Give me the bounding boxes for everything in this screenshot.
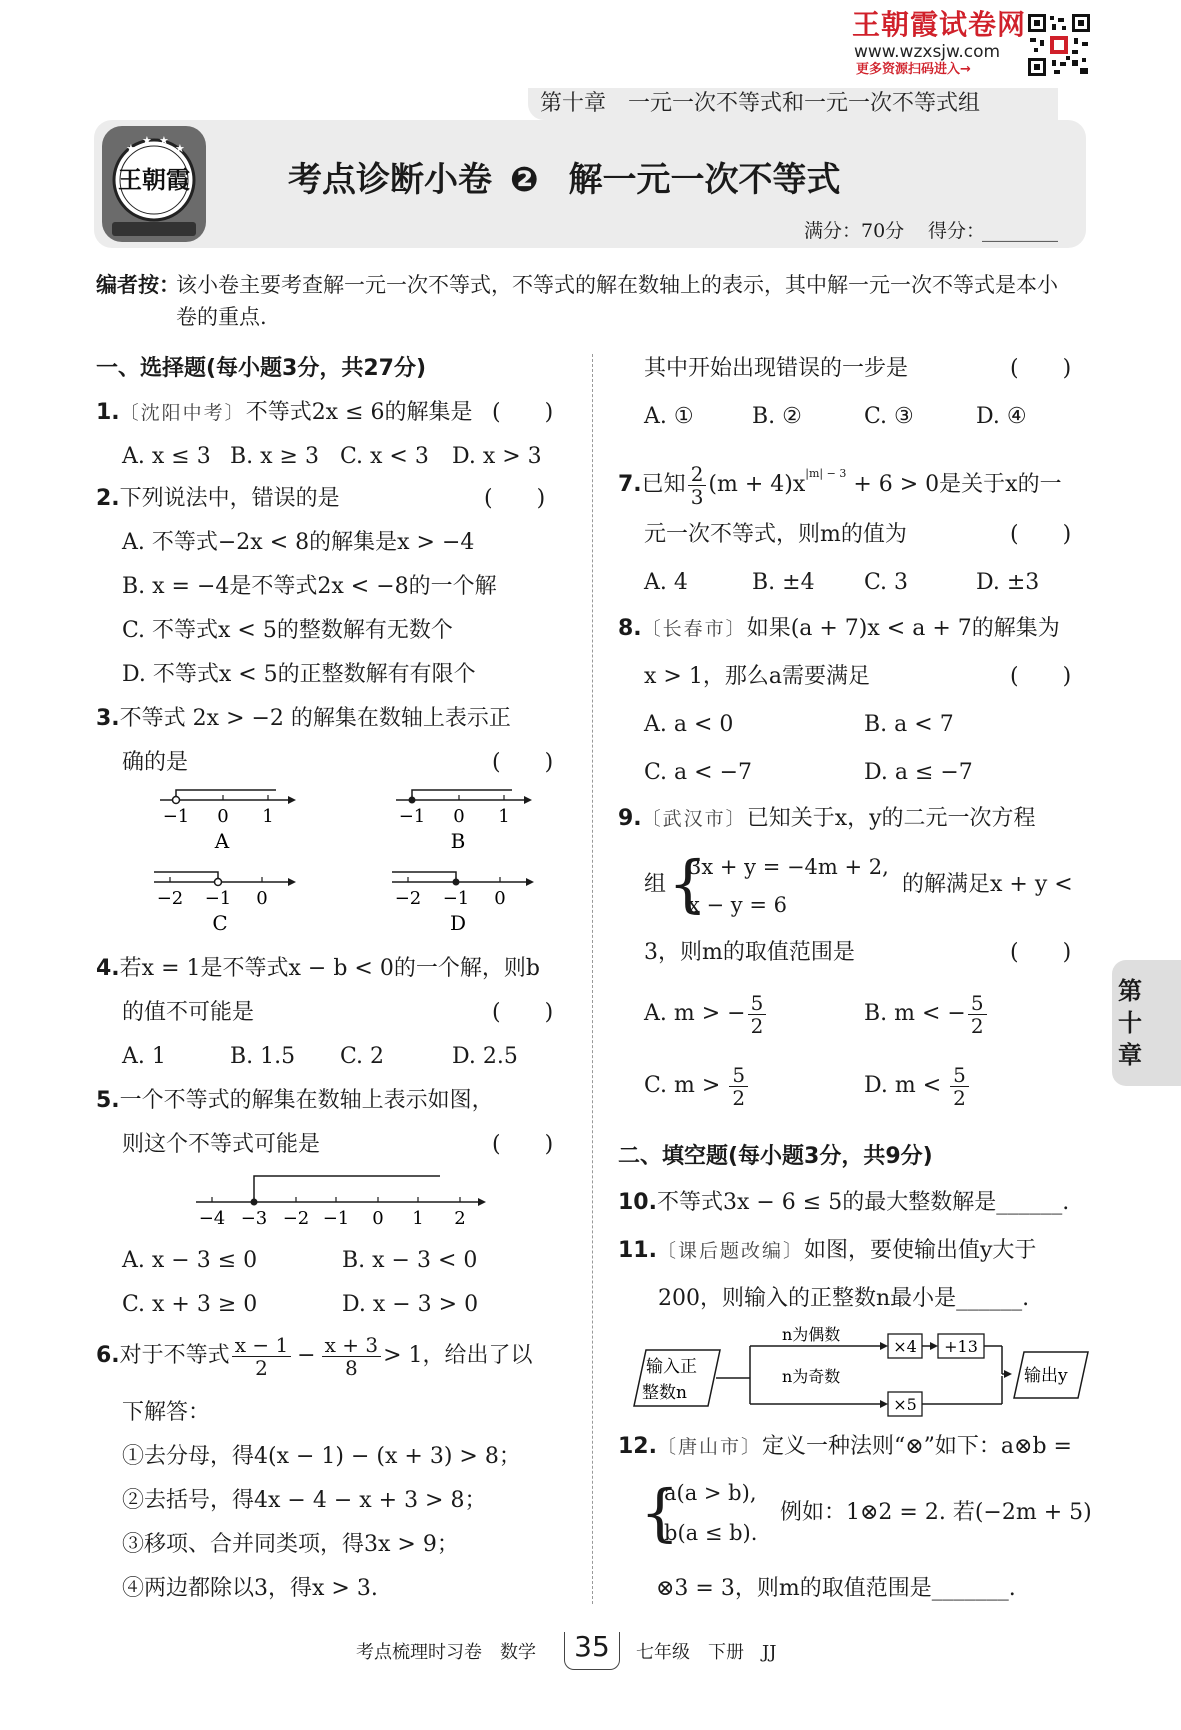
q6-minus: −	[297, 1343, 316, 1368]
q8-text1: 如果(a + 7)x < a + 7的解集为	[746, 616, 1060, 641]
q3c-solution-bracket	[154, 872, 218, 882]
score-label: 得分：	[928, 220, 986, 242]
q12-case-2: b(a ≤ b).	[664, 1521, 758, 1545]
q3b-label: B	[450, 829, 466, 853]
footer-left: 考点梳理时习卷 数学	[356, 1642, 536, 1663]
q11-tag: 〔课后题改编〕	[656, 1240, 804, 1262]
q10-answer-blank[interactable]: ______.	[996, 1190, 1070, 1215]
q11-flowchart	[632, 1326, 1092, 1418]
q11-stem-line2	[658, 1284, 1029, 1314]
q7-num: 7.	[618, 472, 642, 497]
flow-input-line1: 输入正	[646, 1357, 697, 1377]
q11-text1: 如图，要使输出值y大于	[804, 1238, 1037, 1263]
q3d-tick-3: 0	[494, 888, 506, 909]
q5-answer-paren[interactable]: ( )	[492, 1132, 554, 1157]
q6-frac1-den: 2	[255, 1355, 268, 1380]
q4-option-d[interactable]: D. 2.5	[452, 1044, 518, 1069]
q2-stem	[96, 484, 340, 514]
brand-slogan: 更多资源扫码进入→	[856, 62, 971, 77]
q8-option-a[interactable]: A. a < 0	[644, 712, 734, 737]
q12-stem-right: 例如：1⊗2 = 2. 若(−2m + 5)	[780, 1500, 1092, 1525]
q8-option-d[interactable]: D. a ≤ −7	[864, 760, 973, 785]
q12-text1: 定义一种法则“⊗”如下：a⊗b =	[762, 1434, 1072, 1459]
q7-text-c: + 6 > 0是关于x的一	[846, 472, 1062, 497]
q3b-tick-1: −1	[398, 806, 426, 827]
flow-op-x5: ×5	[893, 1395, 917, 1414]
q3c-tick-2: −1	[204, 888, 232, 909]
q12-stem-line1	[618, 1432, 1072, 1462]
q1-option-a[interactable]: A. x ≤ 3	[122, 444, 211, 469]
q11-num: 11.	[618, 1238, 657, 1263]
q5-tick-1: −4	[198, 1208, 226, 1228]
q3a-solution-bracket	[176, 790, 276, 800]
q1-option-b[interactable]: B. x ≥ 3	[230, 444, 319, 469]
q7-text-b: (m + 4)x	[708, 472, 806, 497]
section2-title: 二、填空题(每小题3分，共9分)	[618, 1144, 933, 1169]
q3b-solution-bracket	[412, 790, 512, 800]
q3d-tick-2: −1	[442, 888, 470, 909]
q4-option-a[interactable]: A. 1	[122, 1044, 166, 1069]
q3b-tick-3: 1	[498, 806, 510, 827]
q3a-tick-2: 0	[217, 806, 229, 827]
editor-note-line1: 该小卷主要考查解一元一次不等式，不等式的解在数轴上的表示，其中解一元一次不等式是本小	[176, 273, 1058, 297]
q9-option-c-fraction	[729, 1064, 748, 1109]
svg-text:★: ★	[142, 134, 152, 147]
q4-option-c[interactable]: C. 2	[340, 1044, 385, 1069]
q9-option-a-fraction	[748, 992, 767, 1037]
q7-option-a[interactable]: A. 4	[644, 570, 688, 595]
q4-option-b[interactable]: B. 1.5	[230, 1044, 296, 1069]
q6-step-1: ①去分母，得4(x − 1) − (x + 3) > 8；	[122, 1444, 521, 1469]
q11-text2: 200，则输入的正整数n最小是	[658, 1286, 957, 1311]
q8-tag: 〔长春市〕	[641, 618, 747, 640]
q3c-tick-1: −2	[156, 888, 184, 909]
page-title	[288, 158, 840, 202]
q6-fraction-1	[232, 1334, 291, 1379]
q6-frac2-den: 8	[344, 1355, 358, 1380]
q5-text1: 一个不等式的解集在数轴上表示如图，	[119, 1088, 494, 1113]
q9-option-b-den: 2	[970, 1013, 984, 1038]
q2-answer-paren[interactable]: ( )	[484, 486, 546, 511]
q3c-open-dot	[215, 879, 222, 886]
q2-text: 下列说法中，错误的是	[119, 486, 340, 511]
q1-option-d[interactable]: D. x > 3	[452, 444, 542, 469]
flow-input-line2: 整数n	[642, 1383, 687, 1403]
q6-option-d[interactable]: D. ④	[976, 404, 1027, 429]
q9-equation-2: x − y = 6	[688, 893, 787, 917]
q4-num: 4.	[96, 956, 120, 981]
q9-option-b-num: 5	[968, 992, 987, 1015]
q9-brace: {	[668, 847, 708, 920]
q9-text1: 已知关于x，y的二元一次方程	[746, 806, 1036, 831]
q2-option-c[interactable]: C. 不等式x < 5的整数解有无数个	[122, 618, 453, 643]
q7-answer-paren[interactable]: ( )	[1010, 522, 1072, 547]
q5-option-b[interactable]: B. x − 3 < 0	[342, 1248, 478, 1273]
q3-num: 3.	[96, 706, 120, 731]
q9-option-a-num: 5	[748, 992, 767, 1015]
q10-stem	[618, 1188, 1069, 1218]
q1-num: 1.	[96, 400, 120, 425]
score-blank[interactable]: ________	[982, 220, 1058, 242]
q3d-arrow-icon	[526, 878, 534, 886]
q4-stem-line1	[96, 954, 540, 984]
flow-arrow-odd-icon	[880, 1400, 888, 1408]
q9-stem-right: 的解满足x + y <	[902, 872, 1073, 897]
q8-num: 8.	[618, 616, 642, 641]
q3a-label: A	[214, 829, 230, 853]
q5-solution-bracket	[254, 1176, 440, 1202]
qr-code-icon[interactable]	[1026, 12, 1092, 78]
q5-tick-6: 1	[412, 1208, 424, 1228]
q9-option-c-label: C. m >	[644, 1073, 728, 1098]
q9-option-c-den: 2	[732, 1085, 746, 1110]
q12-case-1: a(a > b),	[664, 1481, 757, 1505]
q9-option-d-label: D. m <	[864, 1073, 949, 1098]
q9-option-d-fraction	[950, 1064, 969, 1109]
q6-answer-paren[interactable]: ( )	[1010, 356, 1072, 381]
flow-arrow-x4-icon	[930, 1342, 938, 1350]
q6-text-b: > 1，给出了以	[383, 1343, 533, 1368]
q9-option-a-den: 2	[750, 1013, 764, 1038]
editor-note-label: 编者按：	[96, 273, 180, 297]
q9-equation-1: 3x + y = −4m + 2,	[688, 855, 889, 879]
brand-seal-logo	[102, 126, 206, 242]
side-tab-char-2: 十	[1118, 1009, 1142, 1037]
brand-url[interactable]: www.wzxsjw.com	[854, 42, 1001, 62]
q12-tag: 〔唐山市〕	[656, 1436, 762, 1458]
q5-num: 5.	[96, 1088, 120, 1113]
q3d-label: D	[449, 911, 467, 935]
section1-title: 一、选择题(每小题3分，共27分)	[96, 356, 427, 381]
q4-stem-line2: 的值不可能是	[122, 1000, 255, 1025]
q6-stem-line2: 下解答：	[122, 1400, 211, 1425]
svg-text:★: ★	[175, 142, 185, 155]
q9-option-d-den: 2	[953, 1085, 966, 1110]
q6-text-a: 对于不等式	[119, 1343, 230, 1368]
svg-text:★: ★	[159, 134, 169, 147]
q8-stem-line1	[618, 614, 1060, 644]
q3a-tick-3: 1	[262, 806, 274, 827]
q2-option-a[interactable]: A. 不等式−2x < 8的解集是x > −4	[122, 530, 475, 555]
q7-option-d[interactable]: D. ±3	[976, 570, 1040, 595]
q1-option-c[interactable]: C. x < 3	[340, 444, 429, 469]
q12-stem-line3	[656, 1574, 1016, 1604]
side-tab-char-1: 第	[1118, 977, 1142, 1005]
q7-text-a: 已知	[641, 472, 686, 497]
q5-tick-4: −1	[322, 1208, 350, 1228]
q3-diagram-a[interactable]	[150, 784, 300, 860]
q9-group-label: 组	[644, 872, 667, 897]
q2-option-d[interactable]: D. 不等式x < 5的正整数解有有限个	[122, 662, 476, 687]
q6-option-b[interactable]: B. ②	[752, 404, 802, 429]
q9-stem-line1	[618, 804, 1036, 834]
q4-text1: 若x = 1是不等式x − b < 0的一个解，则b	[119, 956, 540, 981]
q5-tick-5: 0	[372, 1208, 384, 1228]
q6-num: 6.	[96, 1343, 120, 1368]
q6-fraction-2	[322, 1334, 381, 1379]
column-divider	[592, 354, 593, 1604]
q1-tag: 〔沈阳中考〕	[119, 402, 246, 424]
q9-option-c-num: 5	[729, 1064, 748, 1087]
q5-option-d[interactable]: D. x − 3 > 0	[342, 1292, 479, 1317]
flow-op-x4: ×4	[893, 1337, 917, 1356]
q3-text1: 不等式 2x > −2 的解集在数轴上表示正	[119, 706, 511, 731]
q3c-label: C	[212, 911, 228, 935]
q3-diagram-b[interactable]	[386, 784, 536, 860]
q6-frac2-num: x + 3	[322, 1334, 381, 1357]
q5-stem-line1	[96, 1086, 494, 1116]
footer-page-number: 35	[574, 1630, 610, 1663]
q7-stem-line1	[618, 448, 1062, 511]
q9-option-d-num: 5	[950, 1064, 969, 1087]
q5-option-a[interactable]: A. x − 3 ≤ 0	[122, 1248, 258, 1273]
q3b-arrow-icon	[524, 796, 532, 804]
q9-answer-paren[interactable]: ( )	[1010, 940, 1072, 965]
q2-num: 2.	[96, 486, 120, 511]
q5-tick-2: −3	[240, 1208, 268, 1228]
q6-frac1-num: x − 1	[232, 1334, 291, 1357]
q6-step-2: ②去括号，得4x − 4 − x + 3 > 8；	[122, 1488, 487, 1513]
q8-stem-line2: x > 1，那么a需要满足	[644, 664, 870, 689]
flow-arrow-output-icon	[1004, 1370, 1012, 1378]
q9-option-a[interactable]	[644, 988, 768, 1040]
q3d-solution-bracket	[392, 872, 456, 882]
q5-option-c[interactable]: C. x + 3 ≥ 0	[122, 1292, 258, 1317]
q12-num: 12.	[618, 1434, 657, 1459]
q12-text3: ⊗3 = 3，则m的取值范围是	[656, 1576, 932, 1601]
q3-diagram-c[interactable]	[150, 866, 300, 942]
q8-answer-paren[interactable]: ( )	[1010, 664, 1072, 689]
q3c-arrow-icon	[288, 878, 296, 886]
q5-arrow-icon	[478, 1198, 486, 1206]
q6-option-c[interactable]: C. ③	[864, 404, 914, 429]
q7-option-b[interactable]: B. ±4	[752, 570, 815, 595]
q6-stem-line3: 其中开始出现错误的一步是	[644, 356, 909, 381]
q5-tick-7: 2	[454, 1208, 466, 1228]
chapter-title: 第十章 一元一次不等式和一元一次不等式组	[540, 91, 981, 116]
title-prefix: 考点诊断小卷	[288, 160, 492, 200]
title-main: 解一元一次不等式	[568, 160, 841, 200]
side-tab-char-3: 章	[1118, 1041, 1142, 1069]
q1-answer-paren[interactable]: ( )	[492, 400, 554, 425]
q3b-closed-dot	[409, 797, 416, 804]
q12-brace: {	[640, 1476, 680, 1549]
q3b-tick-2: 0	[453, 806, 465, 827]
q10-text: 不等式3x − 6 ≤ 5的最大整数解是	[656, 1190, 997, 1215]
q6-option-a[interactable]: A. ①	[644, 404, 694, 429]
q9-num: 9.	[618, 806, 642, 831]
flow-branch-even: n为偶数	[782, 1326, 841, 1344]
q7-fraction	[688, 463, 707, 508]
q2-option-b[interactable]: B. x = −4是不等式2x < −8的一个解	[122, 574, 497, 599]
q9-option-b-fraction	[968, 992, 987, 1037]
q9-stem-line3: 3，则m的取值范围是	[644, 940, 855, 965]
q8-option-c[interactable]: C. a < −7	[644, 760, 753, 785]
q6-step-4: ④两边都除以3，得x > 3.	[122, 1576, 378, 1601]
q7-frac-den: 3	[690, 484, 704, 509]
q3a-arrow-icon	[288, 796, 296, 804]
q3-stem-line1	[96, 704, 511, 734]
q6-stem-line1	[96, 1330, 533, 1382]
q4-answer-paren[interactable]: ( )	[492, 1000, 554, 1025]
title-number: ❷	[509, 160, 539, 200]
q3-diagram-d[interactable]	[388, 866, 538, 942]
q7-option-c[interactable]: C. 3	[864, 570, 909, 595]
flow-arrow-even-icon	[880, 1342, 888, 1350]
q10-num: 10.	[618, 1190, 657, 1215]
editor-note-line2: 卷的重点.	[176, 305, 267, 329]
q1-text: 不等式2x ≤ 6的解集是	[245, 400, 473, 425]
q7-frac-num: 2	[688, 463, 707, 486]
brand-name: 王朝霞试卷网	[852, 8, 1027, 41]
logo-text: 王朝霞	[118, 165, 190, 194]
q9-option-c[interactable]	[644, 1060, 750, 1112]
q9-option-d[interactable]	[864, 1060, 971, 1112]
flow-output: 输出y	[1024, 1366, 1068, 1386]
q5-closed-dot	[251, 1199, 258, 1206]
q1-stem	[96, 398, 473, 428]
q3-stem-line2: 确的是	[122, 750, 189, 775]
flow-branch-odd: n为奇数	[782, 1367, 841, 1386]
q5-stem-line2: 则这个不等式可能是	[122, 1132, 321, 1157]
q9-tag: 〔武汉市〕	[641, 808, 747, 830]
q6-step-3: ③移项、合并同类项，得3x > 9；	[122, 1532, 459, 1557]
flow-op-plus13: +13	[944, 1337, 978, 1356]
q9-option-a-label: A. m > −	[644, 1001, 746, 1026]
footer-right: 七年级 下册 JJ	[636, 1642, 777, 1663]
q3a-open-dot	[173, 797, 180, 804]
q12-answer-blank[interactable]: _______.	[931, 1576, 1016, 1601]
full-score: 满分：70分	[804, 220, 905, 242]
q3d-closed-dot	[453, 879, 460, 886]
q9-option-b-label: B. m < −	[864, 1001, 966, 1026]
q9-option-b[interactable]	[864, 988, 989, 1040]
q3-answer-paren[interactable]: ( )	[492, 750, 554, 775]
q11-stem-line1	[618, 1236, 1036, 1266]
q5-tick-3: −2	[282, 1208, 310, 1228]
q8-option-b[interactable]: B. a < 7	[864, 712, 954, 737]
q7-exponent: |m| − 3	[805, 467, 847, 480]
svg-text:★: ★	[126, 142, 136, 155]
q3a-tick-1: −1	[162, 806, 190, 827]
q3c-tick-3: 0	[256, 888, 268, 909]
q7-stem-line2: 元一次不等式，则m的值为	[644, 522, 907, 547]
q5-number-line[interactable]	[192, 1172, 492, 1228]
q11-answer-blank[interactable]: ______.	[956, 1286, 1030, 1311]
q3d-tick-1: −2	[394, 888, 422, 909]
